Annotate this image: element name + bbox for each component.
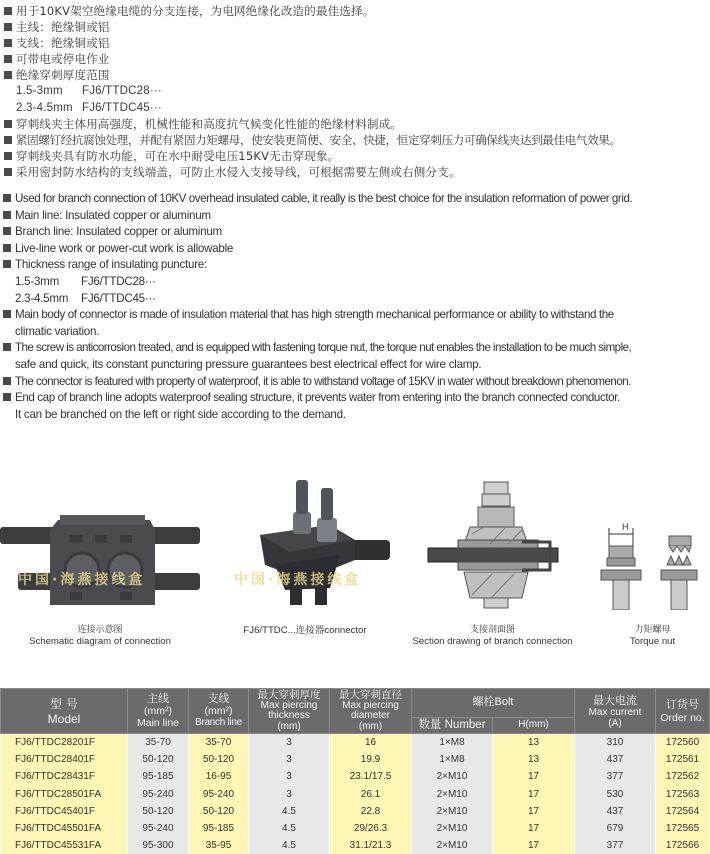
feature-text: The screw is anticorrosion treated, and is equipped with fastening torque nut, the torque nut enables the installation to be much simple, <box>15 341 632 355</box>
cell-order-no: 172566 <box>656 837 710 854</box>
range-value: 2.3-4.5mm <box>15 291 69 305</box>
header-en: Order no. <box>660 712 705 724</box>
cell-branch-line: 35-70 <box>189 734 249 752</box>
cell-order-no: 172565 <box>656 820 710 837</box>
cell-thickness: 4.5 <box>249 803 330 820</box>
range-value: 1.5-3mm <box>16 85 63 98</box>
en-feature-item <box>3 191 709 208</box>
caption-cn: 力矩螺母 <box>634 625 671 635</box>
cell-diameter: 22.8 <box>330 803 412 820</box>
cell-bolt-number: 2×M10 <box>412 768 493 785</box>
specification-table <box>0 688 710 854</box>
cell-main-line: 95-300 <box>128 837 189 854</box>
feature-text: Main line: Insulated copper or aluminum <box>15 208 211 222</box>
en-feature-item <box>3 390 709 407</box>
en-feature-item <box>3 257 709 274</box>
header-bolt-h <box>493 718 575 734</box>
caption-section <box>400 625 585 647</box>
en-feature-item <box>3 241 709 258</box>
cell-order-no: 172561 <box>656 751 710 768</box>
feature-text: Branch line: Insulated copper or aluminum <box>15 225 222 239</box>
cell-branch-line: 95-185 <box>189 820 249 837</box>
feature-text: 穿刺线夹主体用高强度，机械性能和高度抗气候变化性能的绝缘材料制成。 <box>16 116 403 131</box>
header-branch-line <box>189 689 249 734</box>
square-bullet-icon <box>3 244 11 252</box>
table-row <box>1 803 710 820</box>
header-max-current <box>575 689 656 734</box>
figures-row <box>0 470 710 650</box>
watermark-text: 中国·海燕接线盒 <box>234 572 362 588</box>
cell-model: FJ6/TTDC28401F <box>1 751 128 768</box>
cell-branch-line: 35-95 <box>189 837 249 854</box>
cell-main-line: 50-120 <box>128 751 189 768</box>
cn-feature-item <box>4 116 708 132</box>
header-cn: 支线 <box>207 692 230 705</box>
header-max-thickness <box>249 689 330 734</box>
cell-diameter: 26.1 <box>330 786 412 803</box>
header-en: Max piercing <box>260 699 318 711</box>
feature-text: 采用密封防水结构的支线端盖，可防止水侵入支接导线，可根据需要左侧或右侧分支。 <box>16 164 461 179</box>
cell-model: FJ6/TTDC45401F <box>1 803 128 820</box>
cell-bolt-h: 17 <box>493 837 575 854</box>
square-bullet-icon <box>4 120 12 128</box>
cell-diameter: 23.1/17.5 <box>330 768 412 785</box>
en-feature-item <box>3 224 709 241</box>
header-text: H(mm) <box>518 719 549 731</box>
header-max-diameter <box>330 689 412 734</box>
header-en: Main line <box>136 717 180 729</box>
header-order-no <box>656 689 710 734</box>
cell-order-no: 172563 <box>656 786 710 803</box>
feature-text: 穿刺线夹具有防水功能，可在水中耐受电压15KV无击穿现象。 <box>16 148 340 163</box>
cell-thickness: 3 <box>249 751 330 768</box>
cn-feature-item <box>4 132 708 148</box>
feature-text: 支线：绝缘铜或铝 <box>16 36 110 51</box>
header-cn: 最大穿刺直径 <box>339 688 402 701</box>
square-bullet-icon <box>3 310 11 318</box>
header-cn: 最大电流 <box>593 693 637 707</box>
cell-main-line: 95-240 <box>128 820 189 837</box>
cell-branch-line: 50-120 <box>189 751 249 768</box>
header-cn: 型 号 <box>50 696 78 711</box>
cn-feature-item <box>4 19 708 35</box>
square-bullet-icon <box>3 377 11 385</box>
table-row <box>1 751 710 768</box>
connection-schematic-image <box>0 470 210 610</box>
cell-bolt-h: 17 <box>493 768 575 785</box>
cell-order-no: 172562 <box>656 768 710 785</box>
en-feature-continuation <box>3 324 709 341</box>
cell-model: FJ6/TTDC28201F <box>1 734 128 752</box>
figure-connection-schematic <box>0 470 210 650</box>
feature-text: 紧固螺钉经抗腐蚀处理，并配有紧固力矩螺母，使安装更简便、安全、快捷，恒定穿刺压力可确保线夹达到最佳电气效果。 <box>16 132 621 147</box>
table-row <box>1 837 710 854</box>
feature-text: 绝缘穿刺厚度范围 <box>16 68 110 83</box>
table-row <box>1 768 710 785</box>
cell-thickness: 3 <box>249 786 330 803</box>
feature-text: Live-line work or power-cut work is allowable <box>15 241 234 255</box>
caption-cn: 支接剖面图 <box>469 625 515 635</box>
cell-model: FJ6/TTDC28431F <box>1 768 128 785</box>
cell-thickness: 3 <box>249 768 330 785</box>
square-bullet-icon <box>3 211 11 219</box>
cell-max-current: 530 <box>575 786 656 803</box>
cn-feature-item <box>4 51 708 67</box>
square-bullet-icon <box>4 7 12 15</box>
cell-bolt-h: 17 <box>493 803 575 820</box>
feature-text: climatic variation. <box>15 324 100 338</box>
cell-bolt-h: 17 <box>493 820 575 837</box>
square-bullet-icon <box>3 393 11 401</box>
cell-order-no: 172560 <box>656 734 710 752</box>
cn-thickness-range <box>4 100 708 116</box>
caption-en: Schematic diagram of connection <box>29 636 171 647</box>
feature-text: The connector is featured with property of waterproof, it is able to withstand voltage of 15KV in water without breakdown phenomenon. <box>15 374 631 388</box>
cn-feature-item <box>4 164 708 180</box>
cell-diameter: 29/26.3 <box>330 820 412 837</box>
header-en: diameter <box>351 710 390 722</box>
en-feature-item <box>3 374 709 391</box>
caption-en: Torque nut <box>629 636 676 647</box>
feature-text: Thickness range of insulating puncture: <box>15 258 207 272</box>
connector-image <box>220 470 390 610</box>
feature-text: Main body of connector is made of insulation material that has high strength mechanical performance or ability to withstand the <box>15 308 614 322</box>
table-row <box>1 786 710 803</box>
cell-max-current: 679 <box>575 820 656 837</box>
cn-feature-item <box>4 148 708 164</box>
square-bullet-icon <box>3 227 11 235</box>
cell-bolt-number: 1×M8 <box>412 751 493 768</box>
square-bullet-icon <box>4 55 12 63</box>
cell-max-current: 377 <box>575 837 656 854</box>
table-row <box>1 734 710 752</box>
cell-bolt-h: 13 <box>493 751 575 768</box>
cell-main-line: 50-120 <box>128 803 189 820</box>
cell-bolt-number: 1×M8 <box>412 734 493 752</box>
cn-thickness-range <box>4 83 708 99</box>
caption-connector <box>230 625 380 636</box>
cell-bolt-h: 17 <box>493 786 575 803</box>
header-cn: 主线 <box>147 692 169 705</box>
en-feature-continuation <box>3 357 709 374</box>
header-en: Max piercing <box>342 699 399 711</box>
chinese-feature-list <box>4 3 708 180</box>
feature-text: It can be branched on the left or right side according to the demand. <box>15 407 346 421</box>
square-bullet-icon <box>3 194 11 202</box>
header-unit: (A) <box>608 717 622 729</box>
cell-thickness: 3 <box>249 734 330 752</box>
caption-torque-nut <box>595 625 710 647</box>
torque-nut-image <box>595 470 710 610</box>
cell-main-line: 35-70 <box>128 734 189 752</box>
cell-order-no: 172564 <box>656 803 710 820</box>
feature-text: 可带电或停电作业 <box>16 52 110 67</box>
header-en: Branch line <box>195 717 242 728</box>
square-bullet-icon <box>4 23 12 31</box>
cn-feature-item <box>4 67 708 83</box>
caption-text: FJ6/TTDC...连接器connector <box>243 625 367 636</box>
caption-en: Section drawing of branch connection <box>412 636 573 647</box>
header-en: Model <box>47 711 81 726</box>
range-value: 2.3-4.5mm <box>16 101 73 114</box>
section-drawing-image <box>400 470 585 610</box>
cell-main-line: 95-240 <box>128 786 189 803</box>
header-unit: (mm) <box>358 720 383 732</box>
cell-branch-line: 95-240 <box>189 786 249 803</box>
square-bullet-icon <box>4 152 12 160</box>
square-bullet-icon <box>3 343 11 351</box>
cell-model: FJ6/TTDC45531FA <box>1 837 128 854</box>
header-en: Max current <box>588 706 642 718</box>
feature-text: 主线：绝缘铜或铝 <box>16 20 110 35</box>
cell-main-line: 95-185 <box>128 768 189 785</box>
header-model <box>1 689 128 734</box>
header-cn: 订货号 <box>666 698 699 711</box>
header-cn: 最大穿刺厚度 <box>257 688 321 701</box>
cell-max-current: 377 <box>575 768 656 785</box>
model-series: FJ6/TTDC45··· <box>82 101 162 114</box>
en-feature-item <box>3 340 709 357</box>
english-feature-list <box>3 191 709 423</box>
en-feature-continuation <box>3 407 709 424</box>
cell-model: FJ6/TTDC28501FA <box>1 786 128 803</box>
en-thickness-range <box>3 274 709 291</box>
cell-branch-line: 50-120 <box>189 803 249 820</box>
watermark-text: 中国·海燕接线盒 <box>18 572 146 588</box>
cell-bolt-number: 2×M10 <box>412 803 493 820</box>
header-main-line <box>128 689 189 734</box>
square-bullet-icon <box>4 39 12 47</box>
cell-thickness: 4.5 <box>249 820 330 837</box>
en-feature-item <box>3 307 709 324</box>
cell-bolt-h: 13 <box>493 734 575 752</box>
en-feature-item <box>3 208 709 225</box>
feature-text: Used for branch connection of 10KV overhead insulated cable, it really is the best choice for the insulation reformation of power grid. <box>15 192 633 205</box>
square-bullet-icon <box>3 260 11 268</box>
figure-section-drawing <box>400 470 585 650</box>
square-bullet-icon <box>4 71 12 79</box>
en-thickness-range <box>3 291 709 308</box>
header-en: thickness <box>268 710 310 722</box>
square-bullet-icon <box>4 168 12 176</box>
cell-thickness: 4.5 <box>249 837 330 854</box>
cell-diameter: 31.1/21.3 <box>330 837 412 854</box>
header-text: 数量 Number <box>418 718 486 731</box>
figure-connector <box>220 470 390 650</box>
feature-text: safe and quick, its constant puncturing pressure guarantees best electrical effect for wire clamp. <box>15 357 482 371</box>
feature-text: 用于10KV架空绝缘电缆的分支连接，为电网绝缘化改造的最佳选择。 <box>16 4 375 18</box>
cn-feature-item <box>4 35 708 51</box>
caption-connection <box>0 625 200 647</box>
model-series: FJ6/TTDC45··· <box>81 291 156 305</box>
model-series: FJ6/TTDC28··· <box>82 85 162 98</box>
cell-bolt-number: 2×M10 <box>412 786 493 803</box>
feature-text: End cap of branch line adopts waterproof sealing structure, it prevents water from entering into the branch connected conductor. <box>15 391 620 405</box>
header-bolt <box>412 689 575 718</box>
cell-max-current: 437 <box>575 751 656 768</box>
dimension-label-h: H <box>622 522 629 532</box>
figure-torque-nut <box>595 470 710 650</box>
table-row <box>1 820 710 837</box>
cell-branch-line: 16-95 <box>189 768 249 785</box>
header-unit: (mm²) <box>144 705 172 717</box>
header-unit: (mm) <box>277 720 301 732</box>
header-bolt-number <box>412 718 493 734</box>
header-text: 螺栓Bolt <box>472 696 514 709</box>
cell-max-current: 310 <box>575 734 656 752</box>
cell-diameter: 19.9 <box>330 751 412 768</box>
caption-cn: 连接示意图 <box>77 625 123 635</box>
cn-feature-item <box>4 3 708 19</box>
cell-model: FJ6/TTDC45501FA <box>1 820 128 837</box>
header-unit: (mm²) <box>204 705 233 717</box>
cell-diameter: 16 <box>330 734 412 752</box>
square-bullet-icon <box>4 136 12 144</box>
cell-max-current: 437 <box>575 803 656 820</box>
cell-bolt-number: 2×M10 <box>412 837 493 854</box>
range-value: 1.5-3mm <box>15 274 59 288</box>
cell-bolt-number: 2×M10 <box>412 820 493 837</box>
model-series: FJ6/TTDC28··· <box>81 274 156 288</box>
